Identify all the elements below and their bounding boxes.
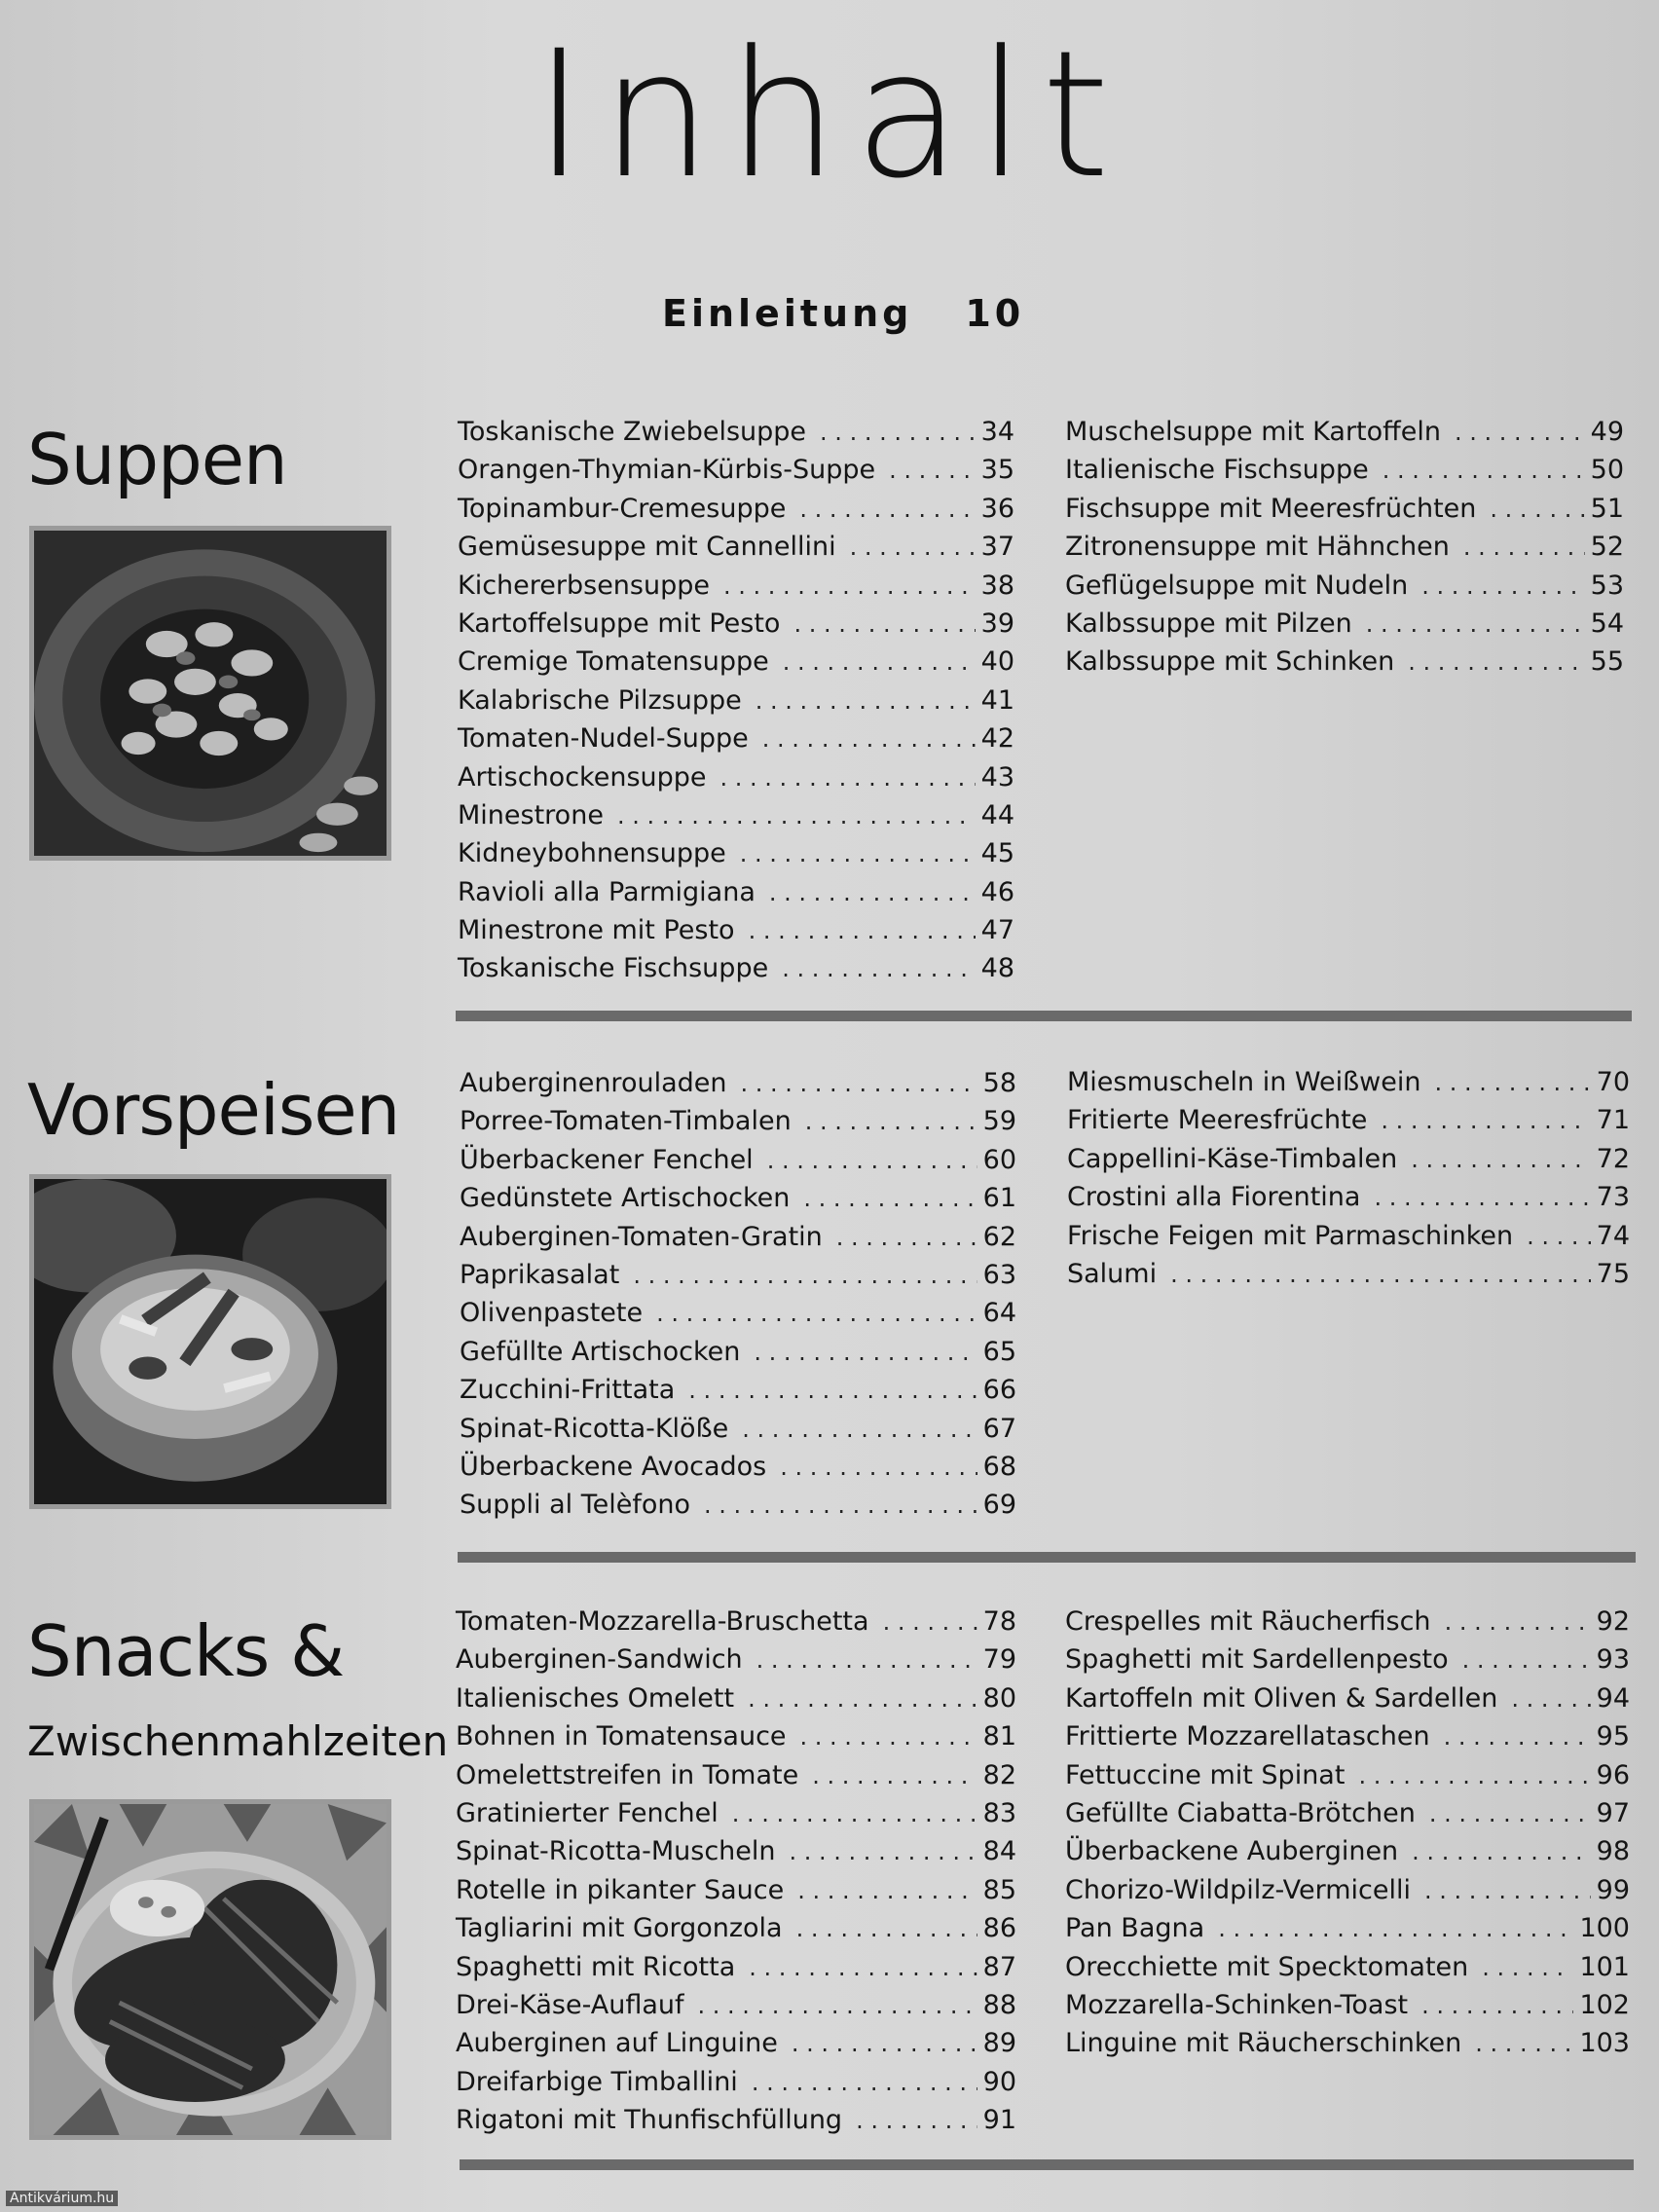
toc-entry[interactable]: Kalbssuppe mit Pilzen . . . 54 [1065,608,1624,646]
snack-photo-illustration [34,1804,387,2135]
section-heading-vorspeisen: Vorspeisen [27,1069,400,1151]
section-divider [456,1011,1632,1021]
toc-entry[interactable]: Drei-Käse-Auflauf . . . 88 [456,1990,1016,2028]
toc-entry[interactable]: Gemüsesuppe mit Cannellini . . . 37 [458,532,1014,570]
toc-entry[interactable]: Crostini alla Fiorentina . . . 73 [1067,1182,1630,1220]
toc-entry[interactable]: Orecchiette mit Specktomaten . . . 101 [1065,1952,1630,1990]
toc-entry[interactable]: Tomaten-Nudel-Suppe . . . 42 [458,723,1014,761]
toc-entry[interactable]: Geflügelsuppe mit Nudeln . . . 53 [1065,571,1624,608]
toc-entry[interactable]: Kartoffeln mit Oliven & Sardellen . . . 94 [1065,1683,1630,1721]
toc-entry[interactable]: Bohnen in Tomatensauce . . . 81 [456,1721,1016,1759]
snacks-column-right [1065,1606,1630,2067]
vorspeisen-column-left [460,1068,1016,1529]
toc-entry[interactable]: Auberginen auf Linguine . . . 89 [456,2028,1016,2066]
toc-entry[interactable]: Orangen-Thymian-Kürbis-Suppe . . . 35 [458,455,1014,493]
toc-entry[interactable]: Cremige Tomatensuppe . . . 40 [458,646,1014,684]
toc-entry[interactable]: Porree-Tomaten-Timbalen . . . 59 [460,1106,1016,1144]
toc-entry[interactable]: Rigatoni mit Thunfischfüllung . . . 91 [456,2105,1016,2143]
toc-entry[interactable]: Gedünstete Artischocken . . . 61 [460,1183,1016,1221]
toc-entry[interactable]: Ravioli alla Parmigiana . . . 46 [458,877,1014,915]
section-photo-soup [29,526,391,861]
toc-entry[interactable]: Gefüllte Artischocken . . . 65 [460,1337,1016,1375]
suppen-column-left [458,417,1014,992]
toc-entry[interactable]: Omelettstreifen in Tomate . . . 82 [456,1760,1016,1798]
toc-entry[interactable]: Zucchini-Frittata . . . 66 [460,1375,1016,1413]
toc-entry[interactable]: Olivenpastete . . . 64 [460,1298,1016,1336]
intro-page: 10 [965,292,1025,335]
toc-entry[interactable]: Dreifarbige Timballini . . . 90 [456,2067,1016,2105]
toc-entry[interactable]: Linguine mit Räucherschinken . . . 103 [1065,2028,1630,2066]
toc-entry[interactable]: Tagliarini mit Gorgonzola . . . 86 [456,1913,1016,1951]
toc-entry[interactable]: Miesmuscheln in Weißwein . . . 70 [1067,1067,1630,1105]
toc-entry[interactable]: Frische Feigen mit Parmaschinken . . . 74 [1067,1221,1630,1259]
toc-entry[interactable]: Fritierte Meeresfrüchte . . . 71 [1067,1105,1630,1143]
intro-entry[interactable] [662,292,1024,335]
suppen-column-right [1065,417,1624,685]
toc-entry[interactable]: Topinambur-Cremesuppe . . . 36 [458,494,1014,532]
site-watermark: Antikvárium.hu [6,2191,118,2206]
toc-entry[interactable]: Kartoffelsuppe mit Pesto . . . 39 [458,608,1014,646]
section-photo-snack [29,1799,391,2140]
toc-entry[interactable]: Auberginen-Sandwich . . . 79 [456,1644,1016,1682]
toc-entry[interactable]: Pan Bagna . . . 100 [1065,1913,1630,1951]
toc-entry[interactable]: Crespelles mit Räucherfisch . . . 92 [1065,1606,1630,1644]
section-heading-snacks: Snacks & [27,1610,345,1692]
toc-entry[interactable]: Kalabrische Pilzsuppe . . . 41 [458,685,1014,723]
toc-entry[interactable]: Tomaten-Mozzarella-Bruschetta . . . 78 [456,1606,1016,1644]
section-subheading-snacks: Zwischenmahlzeiten [27,1717,449,1765]
snacks-column-left [456,1606,1016,2143]
toc-entry[interactable]: Fettuccine mit Spinat . . . 96 [1065,1760,1630,1798]
page-title: Inhalt [533,14,1126,217]
toc-entry[interactable]: Italienisches Omelett . . . 80 [456,1683,1016,1721]
toc-entry[interactable]: Kichererbsensuppe . . . 38 [458,571,1014,608]
toc-entry[interactable]: Zitronensuppe mit Hähnchen . . . 52 [1065,532,1624,570]
toc-entry[interactable]: Minestrone mit Pesto . . . 47 [458,915,1014,953]
toc-entry[interactable]: Mozzarella-Schinken-Toast . . . 102 [1065,1990,1630,2028]
toc-entry[interactable]: Überbackene Auberginen . . . 98 [1065,1836,1630,1874]
toc-entry[interactable]: Salumi . . . 75 [1067,1259,1630,1297]
toc-entry[interactable]: Muschelsuppe mit Kartoffeln . . . 49 [1065,417,1624,455]
toc-entry[interactable]: Kidneybohnensuppe . . . 45 [458,838,1014,876]
starter-photo-illustration [34,1179,387,1504]
toc-entry[interactable]: Artischockensuppe . . . 43 [458,762,1014,800]
toc-entry[interactable]: Frittierte Mozzarellataschen . . . 95 [1065,1721,1630,1759]
toc-entry[interactable]: Paprikasalat . . . 63 [460,1260,1016,1298]
toc-entry[interactable]: Rotelle in pikanter Sauce . . . 85 [456,1875,1016,1913]
toc-entry[interactable]: Spinat-Ricotta-Muscheln . . . 84 [456,1836,1016,1874]
section-divider [460,2159,1634,2170]
section-divider [458,1552,1636,1563]
toc-entry[interactable]: Toskanische Fischsuppe . . . 48 [458,953,1014,991]
toc-entry[interactable]: Gratinierter Fenchel . . . 83 [456,1798,1016,1836]
soup-photo-illustration [34,531,387,856]
toc-entry[interactable]: Auberginen-Tomaten-Gratin . . . 62 [460,1222,1016,1260]
toc-entry[interactable]: Spinat-Ricotta-Klöße . . . 67 [460,1414,1016,1452]
toc-entry[interactable]: Spaghetti mit Ricotta . . . 87 [456,1952,1016,1990]
toc-entry[interactable]: Spaghetti mit Sardellenpesto . . . 93 [1065,1644,1630,1682]
toc-entry[interactable]: Überbackene Avocados . . . 68 [460,1452,1016,1490]
toc-entry[interactable]: Auberginenrouladen . . . 58 [460,1068,1016,1106]
toc-entry[interactable]: Toskanische Zwiebelsuppe . . . 34 [458,417,1014,455]
intro-label: Einleitung [662,292,913,335]
toc-entry[interactable]: Italienische Fischsuppe . . . 50 [1065,455,1624,493]
section-photo-starter [29,1174,391,1509]
toc-entry[interactable]: Minestrone . . . 44 [458,800,1014,838]
toc-entry[interactable]: Überbackener Fenchel . . . 60 [460,1145,1016,1183]
toc-entry[interactable]: Chorizo-Wildpilz-Vermicelli . . . 99 [1065,1875,1630,1913]
toc-entry[interactable]: Gefüllte Ciabatta-Brötchen . . . 97 [1065,1798,1630,1836]
section-heading-suppen: Suppen [27,419,287,500]
vorspeisen-column-right [1067,1067,1630,1297]
toc-entry[interactable]: Kalbssuppe mit Schinken . . . 55 [1065,646,1624,684]
toc-entry[interactable]: Cappellini-Käse-Timbalen . . . 72 [1067,1144,1630,1182]
toc-entry[interactable]: Suppli al Telèfono . . . 69 [460,1490,1016,1528]
toc-entry[interactable]: Fischsuppe mit Meeresfrüchten . . . 51 [1065,494,1624,532]
